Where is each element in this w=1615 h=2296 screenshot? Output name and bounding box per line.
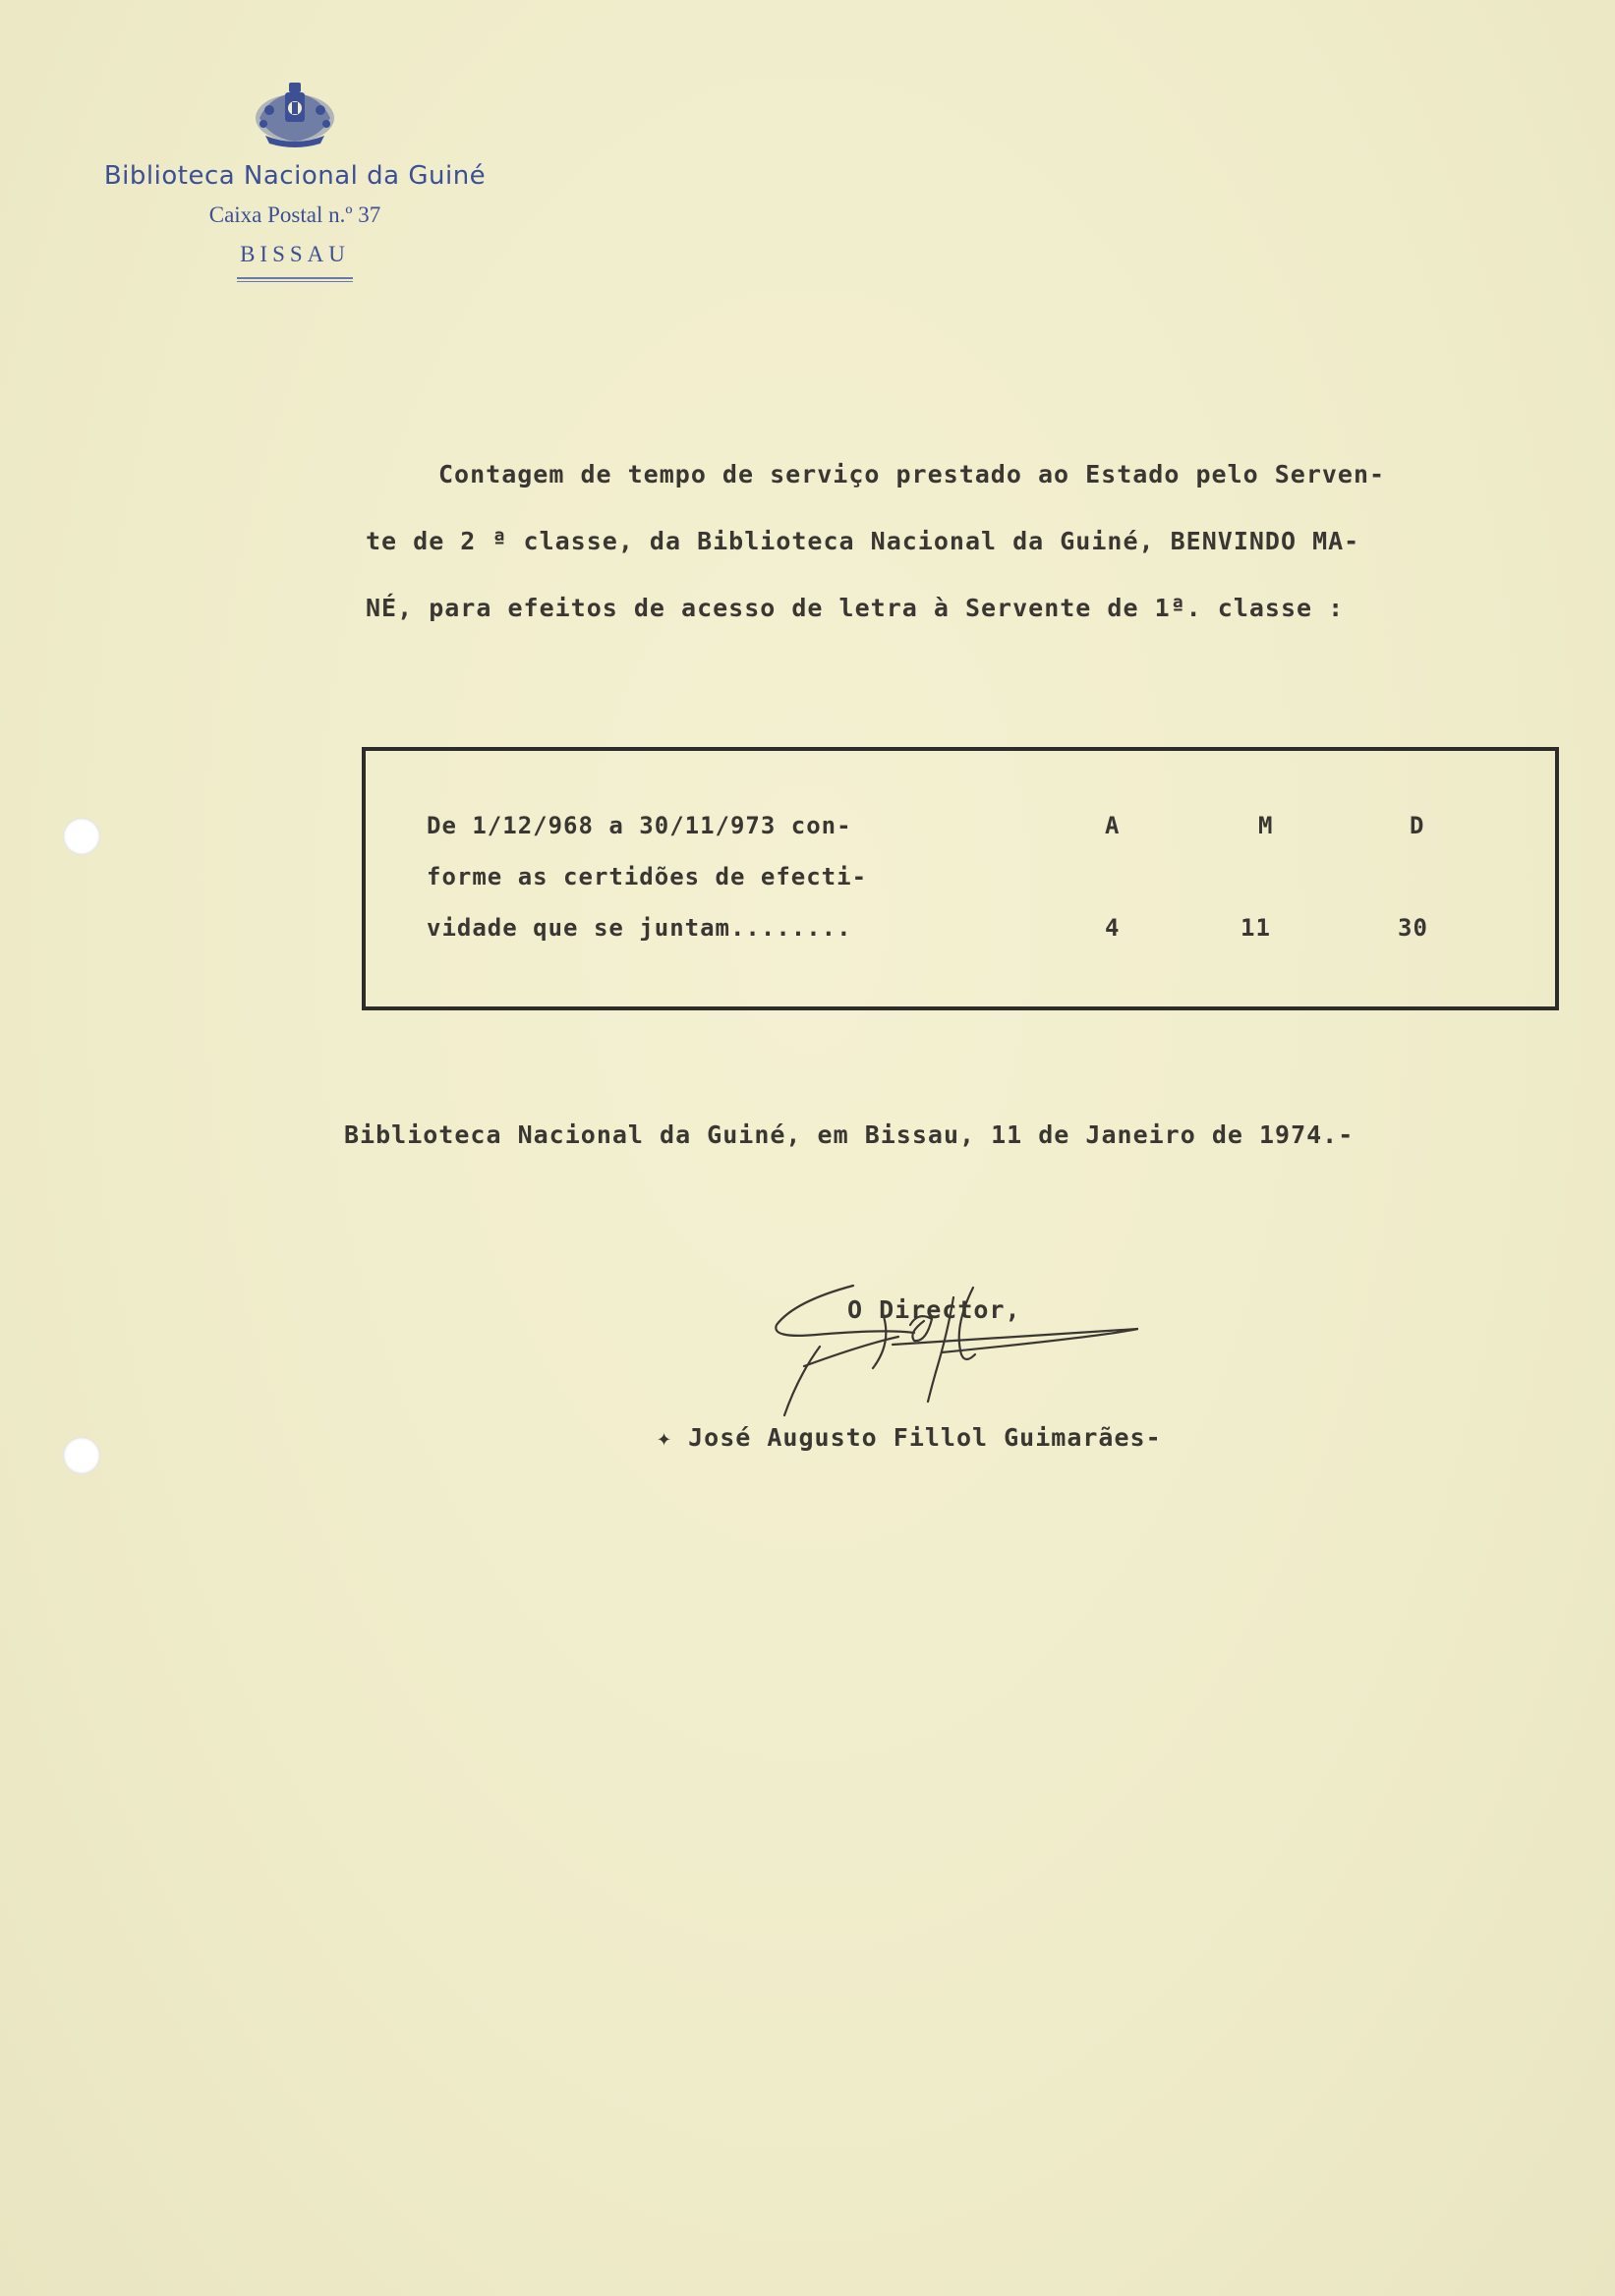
value-days: 30 (1398, 914, 1428, 942)
intro-line-2: te de 2 ª classe, da Biblioteca Nacional da Guiné, BENVINDO MA- (366, 527, 1360, 555)
description-line-3: vidade que se juntam........ (427, 914, 852, 942)
date-line: Biblioteca Nacional da Guiné, em Bissau, 11 de Janeiro de 1974.- (344, 1120, 1355, 1149)
punch-hole-bottom (63, 1437, 100, 1474)
coat-of-arms-emblem-icon (246, 79, 344, 155)
intro-line-3: NÉ, para efeitos de acesso de letra à Servente de 1ª. classe : (366, 594, 1345, 622)
service-time-table (362, 747, 1559, 1010)
description-line-1: De 1/12/968 a 30/11/973 con- (427, 812, 852, 839)
signatory-name: ✦ José Augusto Fillol Guimarães- (657, 1423, 1162, 1452)
description-line-2: forme as certidões de efecti- (427, 863, 868, 890)
postal-box: Caixa Postal n.º 37 (208, 202, 381, 227)
city-name: BISSAU (240, 242, 350, 266)
institution-name: Biblioteca Nacional da Guiné (103, 161, 487, 191)
signatory-title: O Director, (847, 1295, 1021, 1324)
header-days: D (1410, 812, 1425, 839)
punch-hole-top (63, 818, 100, 855)
letterhead (59, 79, 531, 282)
letterhead-rule (237, 277, 353, 282)
value-years: 4 (1105, 914, 1121, 942)
header-months: M (1258, 812, 1274, 839)
handwritten-signature-icon (745, 1268, 1138, 1445)
value-months: 11 (1240, 914, 1271, 942)
header-years: A (1105, 812, 1121, 839)
intro-line-1: Contagem de tempo de serviço prestado ao Estado pelo Serven- (438, 460, 1386, 488)
